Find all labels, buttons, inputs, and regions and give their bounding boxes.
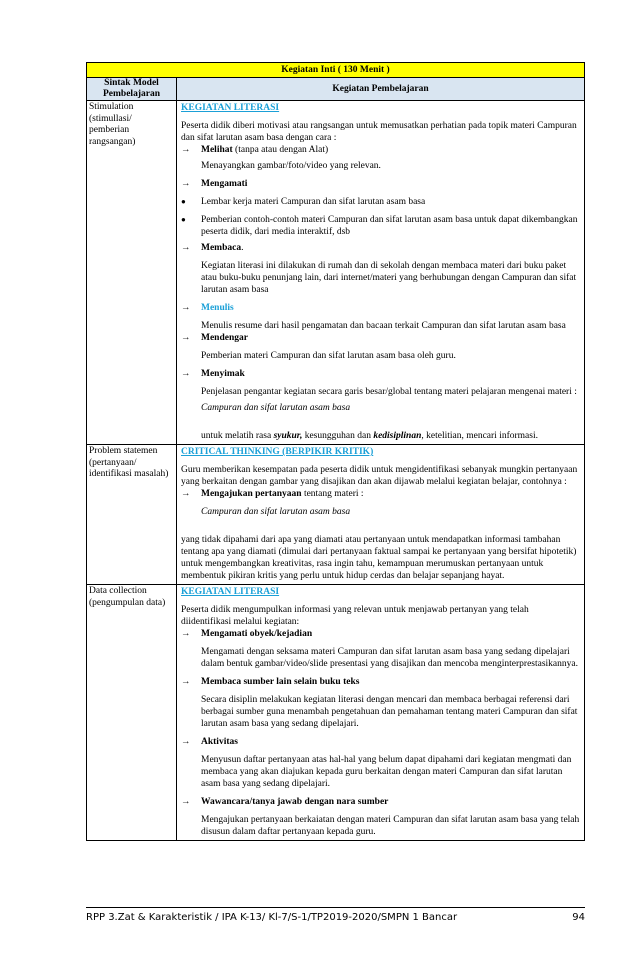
bullet-icon: ● xyxy=(181,197,186,206)
arrow-icon: → xyxy=(181,179,191,189)
arrow-icon: → xyxy=(181,629,191,639)
item-desc: Mengajukan pertanyaan berkaiatan dengan materi Campuran dan sifat larutan asam basa yang telah disusun dalam daftar pertanyaan kepada guru. xyxy=(201,815,580,837)
list-item xyxy=(181,368,580,380)
page-number: 94 xyxy=(572,912,585,923)
list-item xyxy=(181,196,580,208)
arrow-icon: → xyxy=(181,737,191,747)
item-desc: Penjelasan pengantar kegiatan secara garis besar/global tentang materi pelajaran mengenai materi : xyxy=(201,387,577,397)
lesson-table xyxy=(86,62,585,841)
table-row xyxy=(87,101,585,445)
list-item xyxy=(181,332,580,344)
closing-emphasis: kedisiplinan xyxy=(373,431,422,441)
item-desc: Mengamati dengan seksama materi Campuran dan sifat larutan asam basa yang sedang dipelajari dalam bentuk gambar/video/slide presentasi yang disajikan dan mencoba menginterprestasikannya. xyxy=(201,647,578,669)
arrow-icon: → xyxy=(181,489,191,499)
item-label-menyimak: Menyimak xyxy=(201,369,245,379)
intro-text: Peserta didik mengumpulkan informasi yang relevan untuk menjawab pertanyan yang telah diidentifikasi melalui kegiatan: xyxy=(181,605,529,627)
item-desc: Pemberian materi Campuran dan sifat larutan asam basa oleh guru. xyxy=(201,351,456,361)
item-desc: Menulis resume dari hasil pengamatan dan bacaan terkait Campuran dan sifat larutan asam basa xyxy=(201,321,566,331)
list-item xyxy=(181,144,580,156)
arrow-icon: → xyxy=(181,145,191,155)
list-item xyxy=(181,214,580,238)
arrow-icon: → xyxy=(181,369,191,379)
closing-text xyxy=(201,430,580,442)
content-stimulation xyxy=(177,101,585,445)
content-data-collection xyxy=(177,585,585,841)
item-note: tentang materi : xyxy=(301,489,364,499)
arrow-icon: → xyxy=(181,677,191,687)
closing-text: yang tidak dipahami dari apa yang diamati atau pertanyaan untuk mendapatkan informasi tambahan tentang apa yang diamati (dimulai dari pertanyaan faktual sampai ke pertanyaan yang bersifat hipotetik) untuk mengembangkan kreativitas, rasa ingin tahu, kemampuan merumuskan pertanyaan untuk membentuk pikiran kritis yang perlu untuk hidup cerdas dan belajar sepanjang hayat. xyxy=(181,535,577,581)
list-item xyxy=(181,628,580,640)
list-item xyxy=(181,736,580,748)
intro-text: Peserta didik diberi motivasi atau rangsangan untuk memusatkan perhatian pada topik materi Campuran dan sifat larutan asam basa dengan cara : xyxy=(181,121,577,143)
item-desc: Menayangkan gambar/foto/video yang relevan. xyxy=(201,161,381,171)
list-item xyxy=(181,302,580,314)
section-title-literasi: KEGIATAN LITERASI xyxy=(181,587,280,597)
item-label-aktivitas: Aktivitas xyxy=(201,737,238,747)
item-label-obyek: Mengamati obyek/kejadian xyxy=(201,629,313,639)
list-item xyxy=(181,488,580,500)
item-desc: Secara disiplin melakukan kegiatan literasi dengan mencari dan membaca berbagai referensi dari berbagai sumber guna menambah pengetahuan dan pemahaman tentang materi Campuran dan sifat larutan asam basa yang sedang dipelajari. xyxy=(201,695,578,729)
bullet-text: Lembar kerja materi Campuran dan sifat larutan asam basa xyxy=(201,197,426,207)
item-punct: . xyxy=(241,243,244,253)
closing-part: kesungguhan dan xyxy=(302,431,374,441)
list-item xyxy=(181,676,580,688)
closing-emphasis: syukur, xyxy=(273,431,303,441)
intro-text: Guru memberikan kesempatan pada peserta didik untuk mengidentifikasi sebanyak mungkin pertanyaan yang berkaitan dengan gambar yang disajikan dan akan dijawab melalui kegiatan belajar, contohnya : xyxy=(181,465,578,487)
table-header-row xyxy=(87,78,585,101)
arrow-icon: → xyxy=(181,333,191,343)
closing-part: , ketelitian, mencari informasi. xyxy=(421,431,538,441)
section-title-literasi: KEGIATAN LITERASI xyxy=(181,103,280,113)
item-label-mengamati: Mengamati xyxy=(201,179,248,189)
footer-divider xyxy=(86,907,585,908)
content-problem-statement xyxy=(177,445,585,585)
item-label-mendengar: Mendengar xyxy=(201,333,248,343)
section-title-critical-thinking: CRITICAL THINKING (BERPIKIR KRITIK) xyxy=(181,447,374,457)
closing-part: untuk melatih rasa xyxy=(201,431,274,441)
item-label-sumber: Membaca sumber lain selain buku teks xyxy=(201,677,360,687)
table-title-row xyxy=(87,63,585,78)
item-label-membaca: Membaca xyxy=(201,243,242,253)
header-sintak: Sintak Model Pembelajaran xyxy=(87,78,177,101)
item-label-melihat: Melihat xyxy=(201,145,233,155)
bullet-icon: ● xyxy=(181,215,186,224)
item-label-wawancara: Wawancara/tanya jawab dengan nara sumber xyxy=(201,797,389,807)
table-row xyxy=(87,445,585,585)
list-item xyxy=(181,242,580,254)
item-label-menulis: Menulis xyxy=(201,303,234,313)
arrow-icon: → xyxy=(181,797,191,807)
page-footer xyxy=(86,912,585,923)
table-row xyxy=(87,585,585,841)
item-desc: Kegiatan literasi ini dilakukan di rumah dan di sekolah dengan membaca materi dari buku paket atau buku-buku penunjang lain, dari internet/materi yang berhubungan dengan Campuran dan sifat larutan asam basa xyxy=(201,261,577,295)
list-item xyxy=(181,796,580,808)
topic-text: Campuran dan sifat larutan asam basa xyxy=(201,403,351,413)
item-desc: Menyusun daftar pertanyaan atas hal-hal yang belum dapat dipahami dari kegiatan mengmati dan membaca yang akan diajukan kepada guru berkaitan dengan materi Campuran dan sifat larutan asam basa yang sedang dipelajari. xyxy=(201,755,572,789)
header-kegiatan: Kegiatan Pembelajaran xyxy=(177,78,585,101)
table-title: Kegiatan Inti ( 130 Menit ) xyxy=(87,63,585,78)
footer-document-info: RPP 3.Zat & Karakteristik / IPA K-13/ Kl-7/S-1/TP2019-2020/SMPN 1 Bancar xyxy=(86,912,458,923)
arrow-icon: → xyxy=(181,243,191,253)
arrow-icon: → xyxy=(181,303,191,313)
stage-problem-statement: Problem statemen (pertanyaan/ identifikasi masalah) xyxy=(87,445,177,585)
item-note: (tanpa atau dengan Alat) xyxy=(232,145,329,155)
stage-stimulation: Stimulation (stimullasi/ pemberian rangsangan) xyxy=(87,101,177,445)
item-label-ajukan: Mengajukan pertanyaan xyxy=(201,489,302,499)
list-item xyxy=(181,178,580,190)
bullet-text: Pemberian contoh-contoh materi Campuran dan sifat larutan asam basa untuk dapat dikembangkan peserta didik, dari media interaktif, dsb xyxy=(201,215,578,237)
stage-data-collection: Data collection (pengumpulan data) xyxy=(87,585,177,841)
topic-text: Campuran dan sifat larutan asam basa xyxy=(201,507,351,517)
